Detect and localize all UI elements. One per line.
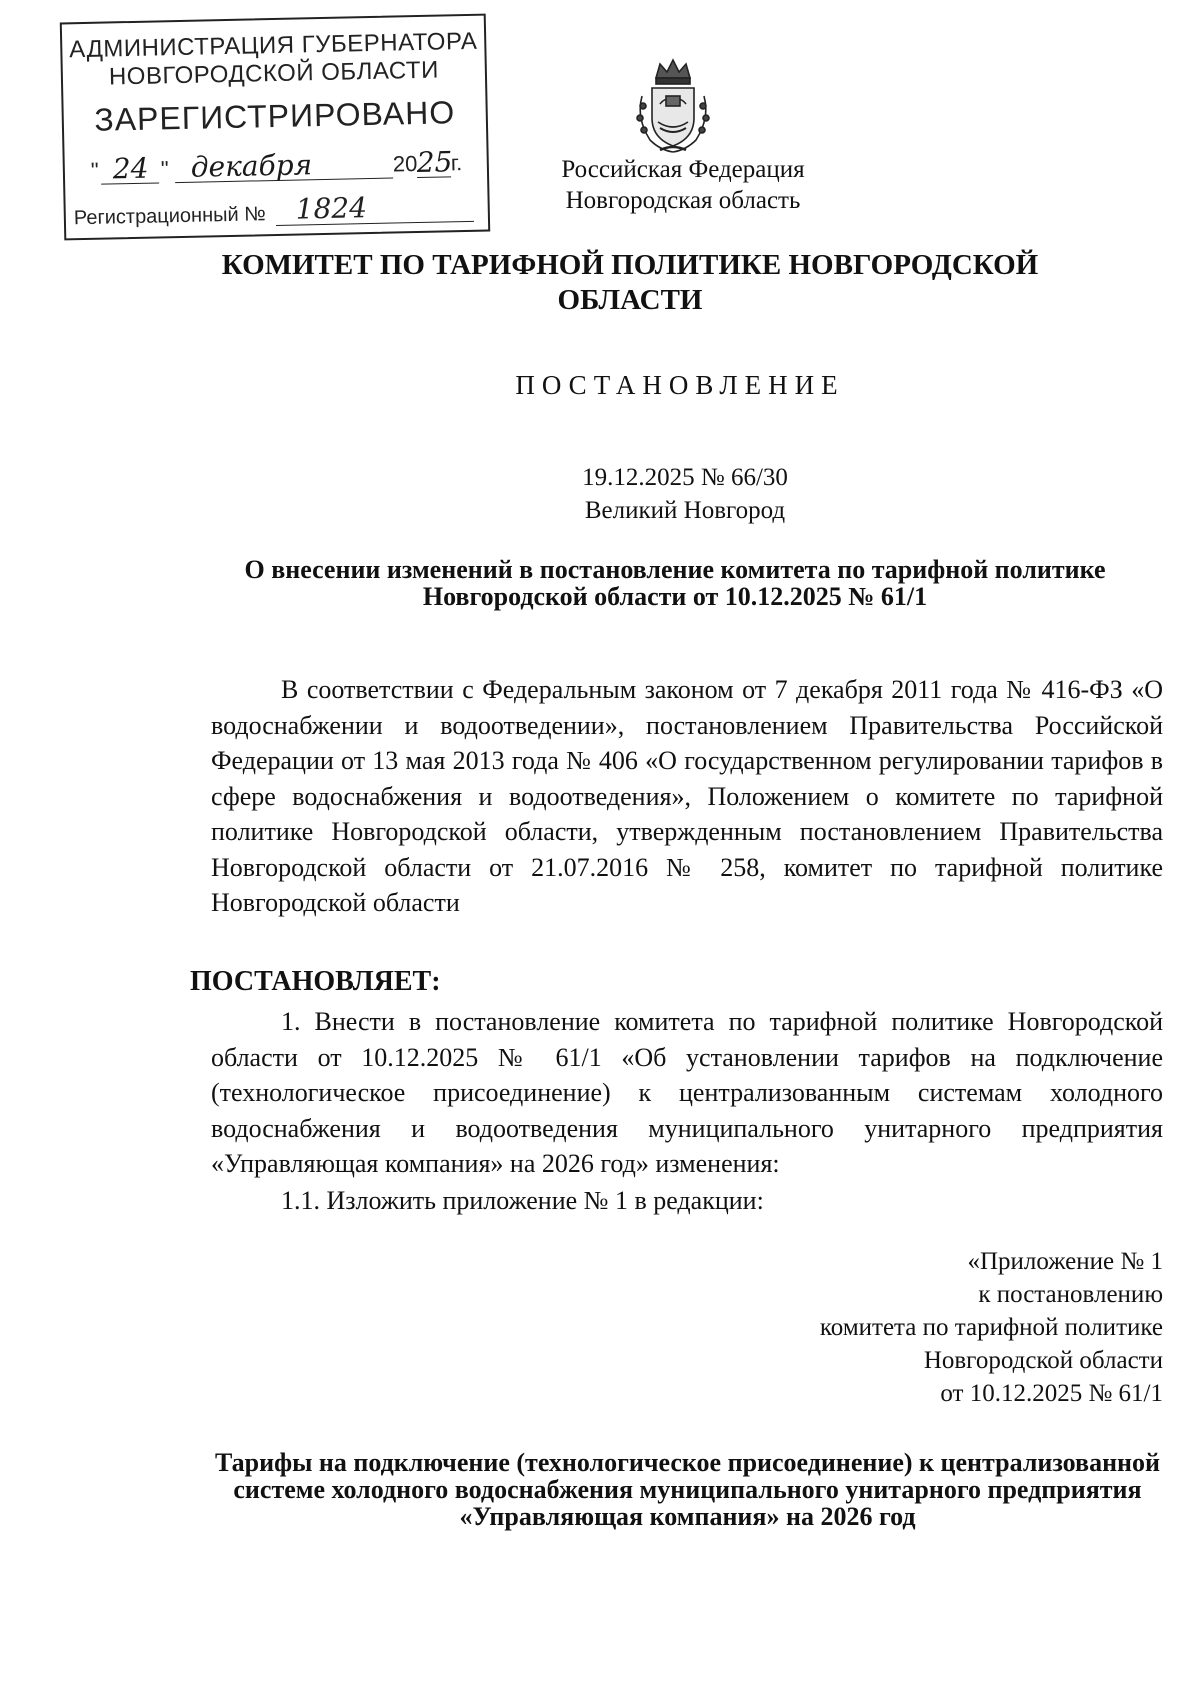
stamp-date-line — [90, 144, 463, 192]
tariffs-title: Тарифы на подключение (технологическое присоединение) к централизованной системе холодного водоснабжения муниципального унитарного предприятия «Управляющая компания» на 2026 год — [214, 1448, 1161, 1531]
item-1-paragraph — [211, 1004, 1163, 1182]
stamp-day: 24 — [112, 151, 149, 186]
country-heading — [540, 154, 826, 216]
region-name: Новгородская область — [565, 187, 801, 214]
stamp-reg-label: Регистрационный № — [73, 203, 266, 230]
appendix-header — [700, 1245, 1163, 1410]
stamp-reg-number: 1824 — [295, 191, 368, 226]
appendix-line-5: от 10.12.2025 № 61/1 — [940, 1380, 1163, 1407]
preamble-paragraph — [211, 672, 1163, 921]
novgorod-coat-of-arms-icon — [630, 56, 716, 156]
appendix-line-3: комитета по тарифной политике — [819, 1314, 1163, 1341]
document-date-number: 19.12.2025 № 66/30 — [582, 464, 788, 491]
appendix-line-4: Новгородской области — [923, 1347, 1163, 1374]
document-type: ПОСТАНОВЛЕНИЕ — [515, 370, 845, 400]
document-city: Великий Новгород — [584, 497, 786, 524]
preamble-text: В соответствии с Федеральным законом от 7 декабря 2011 года № 416-ФЗ «О водоснабжении и водоотведении», постановлением Правительства Российской Федерации от 13 мая 2013 года № 406 «О государственном регулировании тарифов в сфере водоснабжения и водоотведения», Положением о комитете по тарифной политике Новгородской области, утвержденным постановлением Правительства Новгородской области от 21.07.2016 № 258, комитет по тарифной политике Новгородской области — [211, 675, 1163, 917]
registration-stamp — [60, 14, 490, 241]
country-name: Российская Федерация — [561, 156, 805, 183]
stamp-quote-close: " — [160, 156, 169, 182]
stamp-year-suffix: 25 — [416, 145, 453, 180]
stamp-year-end: г. — [450, 150, 463, 176]
stamp-year-prefix: 20 — [392, 151, 418, 177]
appendix-line-2: к постановлению — [978, 1281, 1163, 1308]
stamp-month: декабря — [190, 148, 313, 184]
item-1-text: 1. Внести в постановление комитета по тарифной политике Новгородской области от 10.12.2025 № 61/1 «Об установлении тарифов на подключение (технологическое присоединение) к централизованным системам холодного водоснабжения и водоотведения муниципального унитарного предприятия «Управляющая компания» на 2026 год» изменения: — [211, 1007, 1163, 1178]
appendix-line-1: «Приложение № 1 — [967, 1248, 1163, 1275]
document-subject: О внесении изменений в постановление комитета по тарифной политике Новгородской области от 10.12.2025 № 61/1 — [244, 555, 1106, 611]
committee-title: КОМИТЕТ ПО ТАРИФНОЙ ПОЛИТИКЕ НОВГОРОДСКОЙ ОБЛАСТИ — [221, 249, 1039, 316]
stamp-admin-line: АДМИНИСТРАЦИЯ ГУБЕРНАТОРА — [68, 27, 478, 64]
item-1-1-text: 1.1. Изложить приложение № 1 в редакции: — [281, 1186, 764, 1215]
resolves-heading: ПОСТАНОВЛЯЕТ: — [190, 966, 441, 997]
document-date-number-block — [420, 461, 950, 527]
stamp-registered-label: ЗАРЕГИСТРИРОВАНО — [94, 94, 456, 138]
stamp-registration-number — [73, 191, 475, 236]
stamp-quote-open: " — [90, 157, 99, 183]
stamp-region-line: НОВГОРОДСКОЙ ОБЛАСТИ — [108, 56, 440, 91]
